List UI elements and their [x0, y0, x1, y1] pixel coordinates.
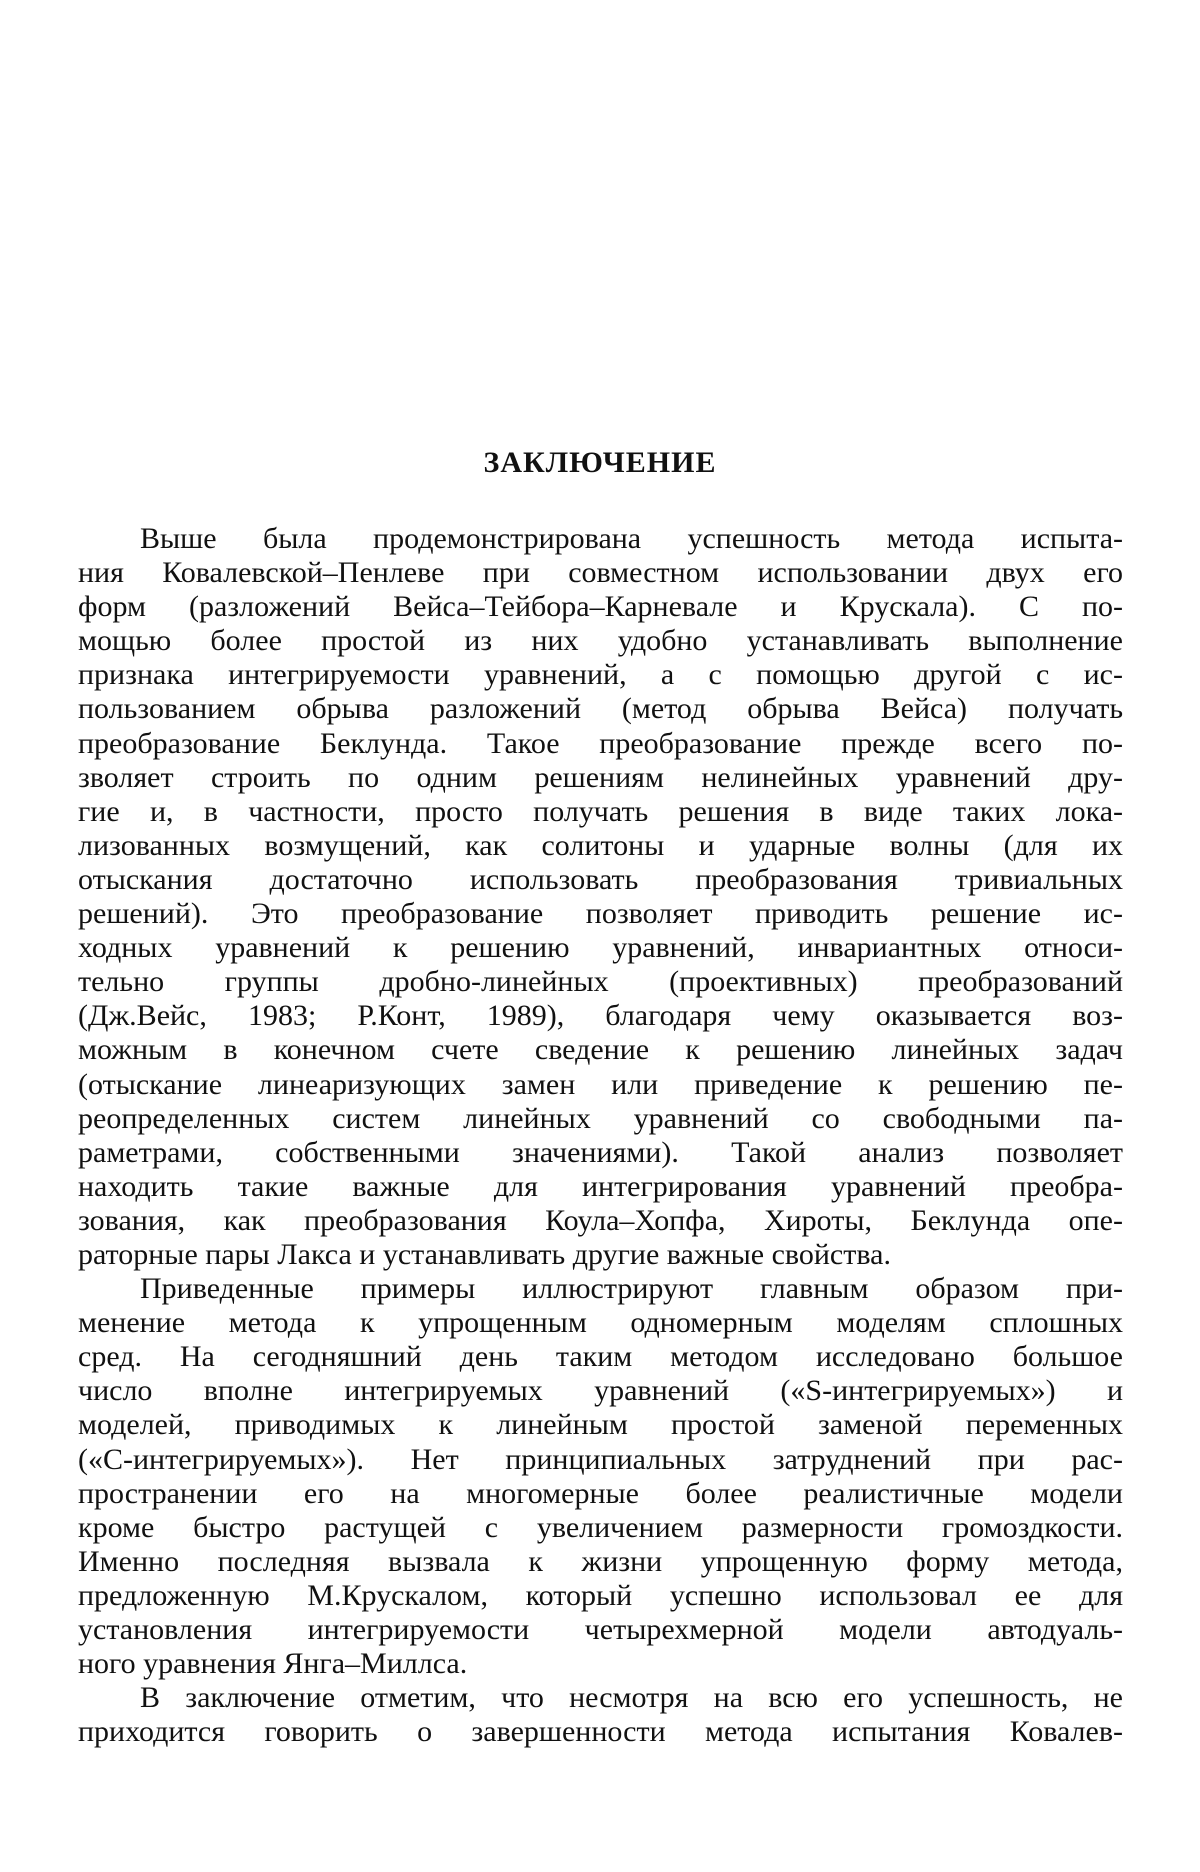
text-line: решений). Это преобразование позволяет приводить решение ис-: [78, 897, 1123, 931]
text-line: Приведенные примеры иллюстрируют главным образом при-: [78, 1272, 1123, 1306]
text-line: В заключение отметим, что несмотря на всю его успешность, не: [78, 1681, 1123, 1715]
text-line: ходных уравнений к решению уравнений, инвариантных относи-: [78, 931, 1123, 965]
text-line: зования, как преобразования Коула–Хопфа, Хироты, Беклунда опе-: [78, 1204, 1123, 1238]
text-line: кроме быстро растущей с увеличением размерности громоздкости.: [78, 1511, 1123, 1545]
text-line: признака интегрируемости уравнений, а с помощью другой с ис-: [78, 658, 1123, 692]
paragraph-3: [78, 1681, 1123, 1749]
text-line: лизованных возмущений, как солитоны и ударные волны (для их: [78, 829, 1123, 863]
text-line: преобразование Беклунда. Такое преобразование прежде всего по-: [78, 727, 1123, 761]
paragraph-1: [78, 522, 1123, 1272]
text-line: (Дж.Вейс, 1983; Р.Конт, 1989), благодаря чему оказывается воз-: [78, 999, 1123, 1033]
text-line: ния Ковалевской–Пенлеве при совместном использовании двух его: [78, 556, 1123, 590]
text-line: менение метода к упрощенным одномерным моделям сплошных: [78, 1306, 1123, 1340]
text-line: ного уравнения Янга–Миллса.: [78, 1647, 1123, 1681]
text-line: тельно группы дробно-линейных (проективных) преобразований: [78, 965, 1123, 999]
text-line: реопределенных систем линейных уравнений со свободными па-: [78, 1102, 1123, 1136]
text-line: можным в конечном счете сведение к решению линейных задач: [78, 1033, 1123, 1067]
text-line: Именно последняя вызвала к жизни упрощенную форму метода,: [78, 1545, 1123, 1579]
page-title: ЗАКЛЮЧЕНИЕ: [0, 445, 1200, 481]
text-line: раторные пары Лакса и устанавливать другие важные свойства.: [78, 1238, 1123, 1272]
text-line: Выше была продемонстрирована успешность метода испыта-: [78, 522, 1123, 556]
text-line: моделей, приводимых к линейным простой заменой переменных: [78, 1408, 1123, 1442]
text-line: раметрами, собственными значениями). Такой анализ позволяет: [78, 1136, 1123, 1170]
text-line: (отыскание линеаризующих замен или приведение к решению пе-: [78, 1068, 1123, 1102]
text-line: сред. На сегодняшний день таким методом исследовано большое: [78, 1340, 1123, 1374]
text-line: число вполне интегрируемых уравнений («S-интегрируемых») и: [78, 1374, 1123, 1408]
paragraph-2: [78, 1272, 1123, 1681]
text-line: пространении его на многомерные более реалистичные модели: [78, 1477, 1123, 1511]
text-line: установления интегрируемости четырехмерной модели автодуаль-: [78, 1613, 1123, 1647]
text-line: («С-интегрируемых»). Нет принципиальных затруднений при рас-: [78, 1443, 1123, 1477]
text-line: отыскания достаточно использовать преобразования тривиальных: [78, 863, 1123, 897]
text-line: гие и, в частности, просто получать решения в виде таких лока-: [78, 795, 1123, 829]
text-line: пользованием обрыва разложений (метод обрыва Вейса) получать: [78, 692, 1123, 726]
document-page: [0, 0, 1200, 1872]
text-line: зволяет строить по одним решениям нелинейных уравнений дру-: [78, 761, 1123, 795]
text-line: приходится говорить о завершенности метода испытания Ковалев-: [78, 1715, 1123, 1749]
text-line: находить такие важные для интегрирования уравнений преобра-: [78, 1170, 1123, 1204]
body-text: [78, 522, 1123, 1749]
text-line: форм (разложений Вейса–Тейбора–Карневале и Крускала). С по-: [78, 590, 1123, 624]
text-line: предложенную М.Крускалом, который успешно использовал ее для: [78, 1579, 1123, 1613]
text-line: мощью более простой из них удобно устанавливать выполнение: [78, 624, 1123, 658]
